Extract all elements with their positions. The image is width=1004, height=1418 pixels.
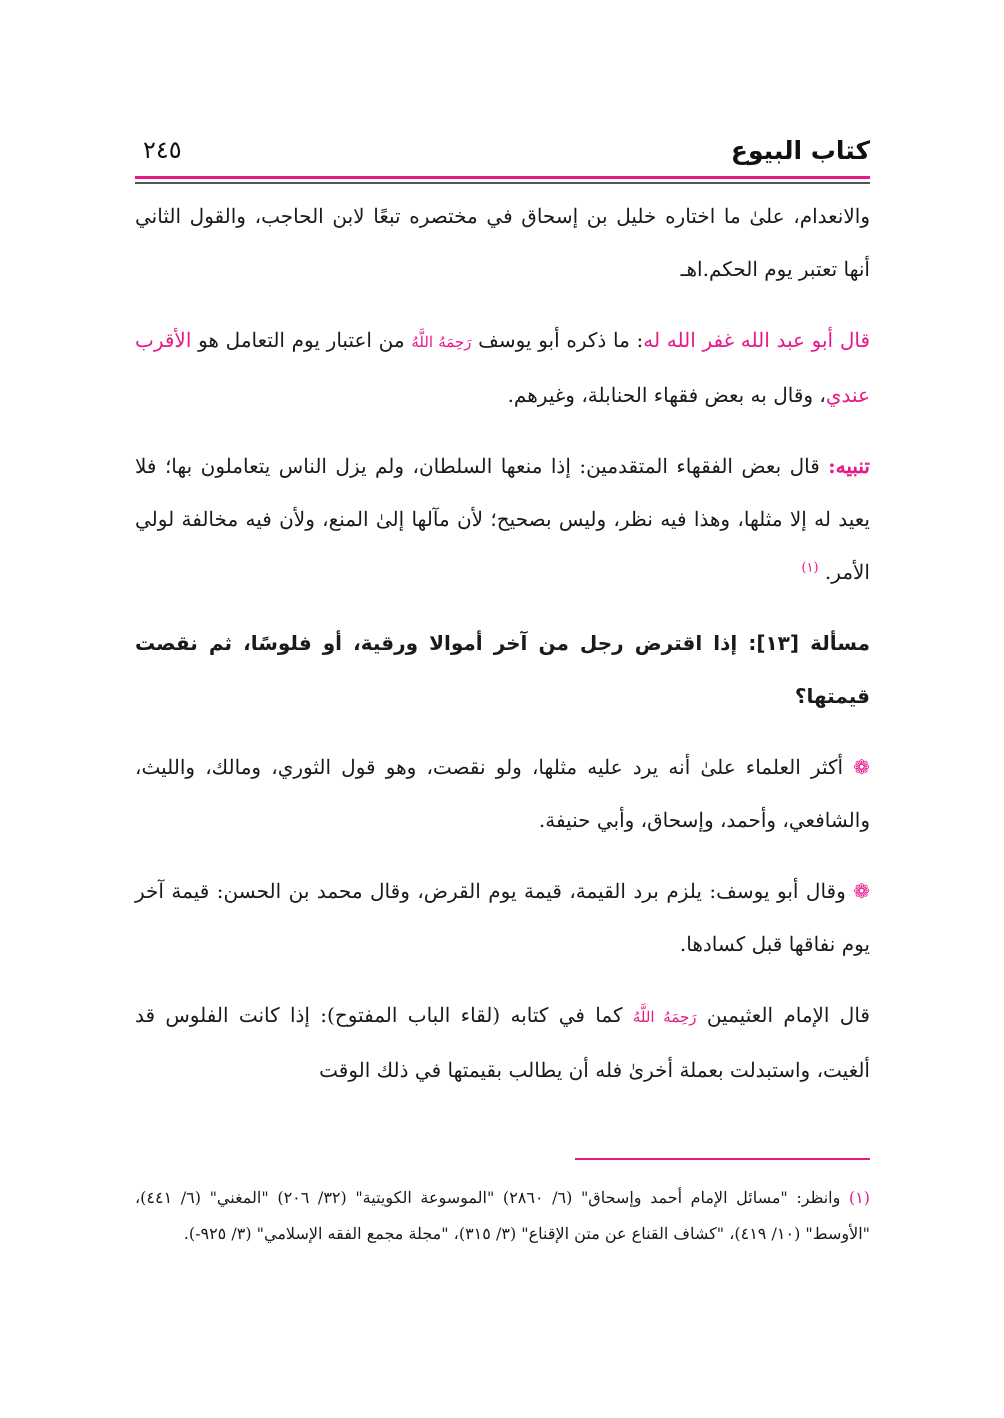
bullet-2: ❁ وقال أبو يوسف: يلزم برد القيمة، قيمة يوم القرض، وقال محمد بن الحسن: قيمة آخر يوم نفاقها قبل كسادها. — [135, 879, 870, 956]
main-text — [135, 190, 870, 1097]
header-rule-dark — [135, 182, 870, 184]
book-page — [135, 0, 870, 1418]
paragraph-note: تنبيه: قال بعض الفقهاء المتقدمين: إذا منعها السلطان، ولم يزل الناس يتعاملون بها؛ فلا يعيد له إلا مثلها، وهذا فيه نظر، وليس بصحيح؛ لأن مآلها إلىٰ المنع، ولأن فيه مخالفة لولي الأمر. $^{(١)}$ — [135, 454, 870, 584]
flower-icon: ❁ — [853, 755, 870, 779]
footnote-number: (١) — [848, 1188, 870, 1207]
footnote-1: (١) وانظر: "مسائل الإمام أحمد وإسحاق" (٦/ ٢٨٦٠) "الموسوعة الكويتية" (٣٢/ ٢٠٦) "المغني" (٦/ ٤٤١)، "الأوسط" (١٠/ ٤١٩)، "كشاف القناع عن متن الإقناع" (٣/ ٣١٥)، "مجلة مجمع الفقه الإسلامي" (٣/ ٩٢٥-). — [135, 1188, 870, 1243]
issue-heading: مسألة [١٣]: إذا اقترض رجل من آخر أموالا ورقية، أو فلوسًا، ثم نقصت قيمتها؟ — [135, 631, 870, 708]
honorific-mark: رَحِمَهُ اللَّهُ — [411, 333, 472, 351]
book-title: كتاب البيوع — [730, 135, 870, 165]
paragraph-4: قال الإمام العثيمين رَحِمَهُ اللَّهُ كما في كتابه (لقاء الباب المفتوح): إذا كانت الفلوس قد ألغيت، واستبدلت بعملة أخرىٰ فله أن يطالب بقيمتها في ذلك الوقت — [135, 1003, 870, 1082]
footnote-separator — [575, 1158, 870, 1160]
header-rule-pink — [135, 176, 870, 179]
author-label: قال أبو عبد الله غفر الله له — [643, 328, 871, 352]
note-label: تنبيه: — [828, 454, 870, 478]
bullet-1: ❁ أكثر العلماء علىٰ أنه يرد عليه مثلها، ولو نقصت، وهو قول الثوري، ومالك، والليث، والشافعي، وأحمد، وإسحاق، وأبي حنيفة. — [135, 755, 870, 832]
paragraph-2: قال أبو عبد الله غفر الله له: ما ذكره أبو يوسف رَحِمَهُ اللَّهُ من اعتبار يوم التعامل هو الأقرب عندي، وقال به بعض فقهاء الحنابلة، وغيرهم. — [135, 328, 871, 407]
running-header — [135, 130, 870, 170]
page-number: ٢٤٥ — [143, 136, 182, 164]
emphasis-text: الأقرب عندي — [135, 328, 870, 407]
honorific-mark: رَحِمَهُ اللَّهُ — [632, 1008, 697, 1026]
footnotes — [135, 1180, 870, 1252]
flower-icon: ❁ — [853, 879, 870, 903]
footnote-ref: (١) — [801, 560, 819, 576]
paragraph-1: والانعدام، علىٰ ما اختاره خليل بن إسحاق في مختصره تبعًا لابن الحاجب، والقول الثاني أنها تعتبر يوم الحكم.اهـ — [135, 204, 870, 281]
